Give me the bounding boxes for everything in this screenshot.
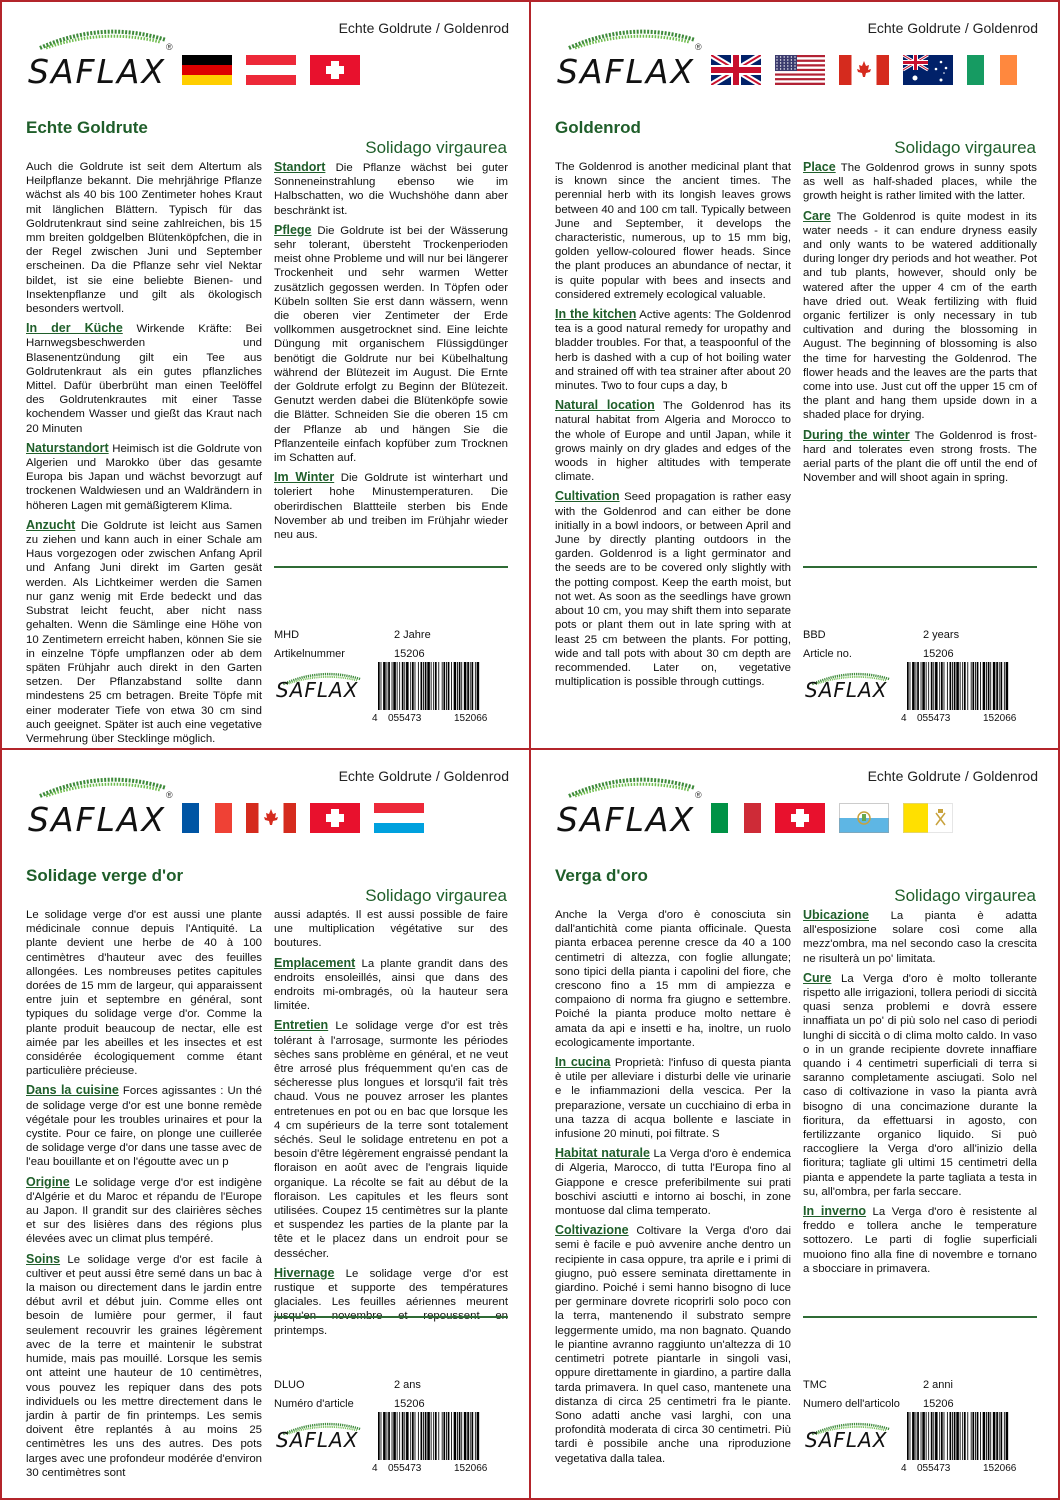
text-column-right xyxy=(274,160,508,547)
barcode-digit: 4 xyxy=(372,1463,378,1474)
info-row xyxy=(274,626,508,645)
info-value: 2 years xyxy=(923,629,960,641)
paragraph-text: Active agents: The Goldenrod tea is a good natural remedy for uropathy and bladder troubles. For that, a teaspoonful of the herb is dashed with a cup of hot boiling water and strained off with tea strainer after about 20 minutes. Two to four cups a day, b xyxy=(555,309,791,393)
latin-name: Solidago virgaurea xyxy=(894,138,1036,157)
info-label: Numero dell'articolo xyxy=(803,1398,900,1410)
section-heading: Natural location xyxy=(555,398,655,413)
barcode-digit: 4 xyxy=(372,713,378,724)
paragraph xyxy=(803,908,1037,966)
saflax-logo: ® SAFLAX xyxy=(553,22,713,92)
paragraph xyxy=(274,223,508,465)
product-info xyxy=(274,626,508,664)
paragraph-text: Seed propagation is rather easy with the Goldenrod and can either be done initially in a bowl indoors, or between April and June by directly planting outdoors in the garden. Goldenrod is a light germinator and the seeds are to be covered only slightly with the potting compost. Keep the earth moist, but not wet. As soon as the seedlings have grown about 10 cm, you may shift them into separate pots or plant them out in late spring with at least 25 cm between the plants. For potting, wide and tall pots with about 30 cm depth are recommended. Later on, vegetative multiplication is possible through cuttings. xyxy=(555,491,791,689)
divider-line xyxy=(803,566,1037,568)
paragraph xyxy=(274,908,508,951)
section-heading: Coltivazione xyxy=(555,1223,629,1238)
barcode-digit: 4 xyxy=(901,713,907,724)
paragraph-text: La Verga d'oro è endemica di Algeria, Marocco, di tutta l'Europa fino al Giappone e cresce preferibilmente sui prati boschivi asciutti e intorno ai boschi, in zone montuose dal clima temperato. xyxy=(555,1148,791,1218)
paragraph xyxy=(26,160,262,316)
section-heading: Place xyxy=(803,160,836,174)
paragraph xyxy=(26,1175,262,1247)
australia-flag xyxy=(903,55,953,85)
paragraph xyxy=(555,908,791,1050)
country-flags xyxy=(711,803,953,833)
paragraph xyxy=(803,971,1037,1199)
barcode-digits-left: 055473 xyxy=(388,1463,422,1474)
paragraph xyxy=(555,160,791,302)
text-column-left xyxy=(26,908,262,1485)
paragraph-text: The Goldenrod has its natural habitat from Algeria and Morocco to the whole of Europe and until Japan, while it grows mainly on dry glades and edges of the woods in higher altitudes with temperate climate. xyxy=(555,400,791,484)
paragraph xyxy=(26,1252,262,1480)
france-flag xyxy=(182,803,232,833)
paragraph xyxy=(555,489,791,689)
info-label: Artikelnummer xyxy=(274,648,345,660)
paragraph-text: La Verga d'oro è resistente al freddo e tollera anche le temperature sottozero. Le parti di foglie superficiali muoiono fino alla fine di novembre e tornano a sbocciare in primavera. xyxy=(803,1206,1037,1275)
panel-french xyxy=(0,748,531,1500)
country-flags xyxy=(182,55,360,85)
barcode-digits-right: 152066 xyxy=(454,1463,488,1474)
paragraph xyxy=(274,1266,508,1338)
vatican-flag xyxy=(903,803,953,833)
product-info xyxy=(274,1376,508,1414)
section-heading: Origine xyxy=(26,1174,70,1189)
product-name: Echte Goldrute / Goldenrod xyxy=(338,20,509,36)
info-value: 2 ans xyxy=(394,1379,421,1391)
barcode xyxy=(901,1412,1041,1474)
paragraph-text: Die Goldrute ist winterhart und toleriert hohe Minustemperaturen. Die oberirdischen Blattteile sterben bis Ende November ab und treiben im Frühjahr wieder neu aus. xyxy=(274,472,508,542)
barcode-digits-right: 152066 xyxy=(454,713,488,724)
paragraph-text: Die Pflanze wächst bei guter Sonneneinstrahlung ebenso wie im Halbschatten, wo die Wuchshöhe dann aber beschränkt ist. xyxy=(274,162,508,217)
paragraph-text: The Goldenrod is frost-hard and tolerates even strong frosts. The aerial parts of the plant die off until the end of November and will shoot again in spring. xyxy=(803,429,1037,485)
paragraph-text: aussi adaptés. Il est aussi possible de faire une multiplication végétative sur des boutures. xyxy=(274,909,508,950)
section-heading: In the kitchen xyxy=(555,307,637,322)
paragraph xyxy=(26,321,262,436)
product-info xyxy=(803,626,1037,664)
paragraph xyxy=(555,1055,791,1141)
common-name-title: Echte Goldrute xyxy=(26,118,148,137)
barcode xyxy=(372,1412,512,1474)
paragraph-text: The Goldenrod is quite modest in its water needs - it can endure dryness easily and only wants to be watered additionally during longer dry periods and hot weather. Pot and tub plants, however, should only be watered after the upper 4 cm of the earth have dried out. Weak fertilizing with fluid organic fertilizer is only necessary in tub cultivation and during the blossoming in August. The beginning of blossoming is also the time for harvesting the Goldenrod. The flower heads and the leaves are the parts that come into use. Just cut off the upper 15 cm of the plant and hang them upside down in a shaded place for drying. xyxy=(803,210,1037,422)
info-value: 15206 xyxy=(394,1398,425,1410)
country-flags xyxy=(182,803,424,833)
paragraph-text: Auch die Goldrute ist seit dem Altertum als Heilpflanze bekannt. Die mehrjährige Pflanze wächst als 40 bis 100 Zentimeter hohes Kraut mit länglichen Blättern. Typisch für das Goldrutenkraut sind seine zahlreichen, bis 15 mm breiten goldgelben Blütenköpfchen, die in der Regel zwischen Juni und September erscheinen. Da die Pflanze sehr viel Nektar bildet, ist sie eine beliebte Bienen- und Insektenpflanze und gilt als ökologisch besonders wertvoll. xyxy=(26,161,262,316)
section-heading: Pflege xyxy=(274,222,312,237)
country-flags xyxy=(711,55,1017,85)
info-row xyxy=(803,626,1037,645)
paragraph-text: Anche la Verga d'oro è conosciuta sin dall'antichità come pianta officinale. Questa pianta erbacea perenne cresce da 40 a 100 centimetri di altezza, con foglie allungate; sono tipici della pianta i capolini del fiore, che crescono fino a 15 mm di ampiezza e compaiono di norma fra giugno e settembre. Poiché la pianta produce molto nettare è amata da api e insetti e ha, inoltre, un ruolo ecologicamente importante. xyxy=(555,909,791,1049)
latin-name: Solidago virgaurea xyxy=(365,886,507,905)
common-name-title: Verga d'oro xyxy=(555,866,648,885)
paragraph-text: Proprietà: l'infuso di questa pianta è utile per alleviare i disturbi delle vie urinarie e le infiammazioni della vescica. Per la preparazione, versate un cucchiaino di erba in una tazza di acqua bollente e lasciate in infusione 20 minuti, poi filtrate. S xyxy=(555,1057,791,1141)
paragraph-text: Forces agissantes : Un thé de solidage verge d'or est une bonne remède végétale pour les troubles urinaires et pour la cystite. Pour ce faire, on plonge une cuillerée de solidage verge d'or dans une tasse avec de l'eau bouillante et on l'égoutte avec un p xyxy=(26,1085,262,1169)
paragraph xyxy=(555,1146,791,1218)
paragraph xyxy=(555,1223,791,1465)
switzerland-flag xyxy=(775,803,825,833)
paragraph-text: La Verga d'oro è molto tollerante rispetto alle irrigazioni, tollera periodi di siccità quasi senza problemi e dovrà essere innaffiata un po' di più solo nel caso di periodi lunghi di siccità o di clima molto caldo. In vaso o in un grande recipiente dovrete innaffiare quando i 4 centimetri superficiali di terra si saranno completamente asciugati. Solo nel caso di coltivazione in vaso la pianta avrà bisogno di una concimazione durante la fioritura, da effettuarsi in agosto, con fertilizzante organico liquido. Si può raccogliere la Verga d'oro all'inizio della fioritura; tagliate gli ultimi 15 centimetri della pianta e appendete la parte tagliata a testa in su, all'ombra, per farla seccare. xyxy=(803,972,1037,1198)
section-heading: Im Winter xyxy=(274,470,335,485)
latin-name: Solidago virgaurea xyxy=(894,886,1036,905)
paragraph-text: La plante grandit dans des endroits ensoleillés, ainsi que dans des endroits mi-ombragés, où la hauteur sera limitée. xyxy=(274,957,508,1013)
austria-flag xyxy=(246,55,296,85)
section-heading: Ubicazione xyxy=(803,908,869,922)
common-name-title: Solidage verge d'or xyxy=(26,866,184,885)
saflax-logo-small: SAFLAX xyxy=(274,666,369,708)
paragraph-text: Le solidage verge d'or est indigène d'Algérie et du Maroc et répandu de l'Europe au Japon. Il grandit sur des clairières sèches et sur des lisières dans des régions plus élevées avec un climat plus tempéré. xyxy=(26,1176,262,1246)
section-heading: Dans la cuisine xyxy=(26,1083,119,1098)
san-marino-flag xyxy=(839,803,889,833)
barcode-digits-left: 055473 xyxy=(917,1463,951,1474)
paragraph-text: The Goldenrod grows in sunny spots as well as half-shaded places, while the growth height is rather limited with the latter. xyxy=(803,162,1037,203)
text-column-right xyxy=(274,908,508,1343)
barcode-digit: 4 xyxy=(901,1463,907,1474)
paragraph xyxy=(803,160,1037,204)
saflax-logo: ® SAFLAX xyxy=(24,770,184,840)
divider-line xyxy=(274,566,508,568)
paragraph-text: Die Goldrute ist leicht aus Samen zu ziehen und kann auch in einer Schale am Haus vorgezogen oder zwischen Anfang April und Anfang Juni direkt im Garten gesät werden. Als Lichtkeimer werden die Samen nur ganz wenig mit Erde bedeckt und das Substrat leicht feucht, aber nicht nass gehalten. Wenn die Sämlinge eine Höhe von 10 Zentimetern erreicht haben, können Sie sie in einzelne Töpfe umpflanzen oder ab dem späten Frühjahr auch direkt in den Garten setzen. Der Pflanzabstand sollte dann mindestens 25 cm betragen. Breite Töpfe mit einer moderater Tiefe von etwa 30 cm sind auch geeignet. Später ist auch eine vegetative Vermehrung über Stecklinge möglich. xyxy=(26,519,262,745)
panel-german xyxy=(0,0,531,750)
canada-flag xyxy=(246,803,296,833)
text-column-right xyxy=(803,908,1037,1281)
section-heading: In cucina xyxy=(555,1055,611,1070)
paragraph xyxy=(26,441,262,513)
barcode-digits-left: 055473 xyxy=(917,713,951,724)
paragraph-text: The Goldenrod is another medicinal plant that is known since the ancient times. The perennial herb with its longish leaves grows between 40 and 100 cm tall. Typically between June and September, it develops the characteristic, numerous, up to 15 mm big, golden yellow-coloured flower heads. Since the plant produces an abundance of nectar, it is quite popular with bees and insects and considered extremely ecological valuable. xyxy=(555,161,791,301)
paragraph xyxy=(274,1018,508,1260)
latin-name: Solidago virgaurea xyxy=(365,138,507,157)
section-heading: Care xyxy=(803,208,831,223)
paragraph-text: Coltivare la Verga d'oro dai semi è facile e può avvenire anche dentro un recipiente in casa oppure, tra aprile e i primi di giugno, può essere seminata direttamente in giardino. Poiché i semi hanno bisogno di luce per germinare dovrete ricoprirli solo poco con la terra, mantenendo il substrato sempre leggermente umido, ma non bagnato. Quando le piantine avranno raggiunto un'altezza di 10 centimetri potrete piantarle in singoli vasi, oppure direttamente in giardino, a partire dalla tarda primavera. In quel caso, mantenete una distanza di circa 25 centimetri fra le piante. Sono adatti anche vasi larghi, con una profondità moderata di circa 30 centimetri. Più tardi è possibile anche una riproduzione vegetativa dalla talea. xyxy=(555,1225,791,1465)
paragraph xyxy=(274,160,508,218)
info-label: BBD xyxy=(803,629,826,641)
paragraph xyxy=(803,209,1037,423)
saflax-logo-small: SAFLAX xyxy=(803,666,898,708)
info-value: 15206 xyxy=(394,648,425,660)
barcode-digits-right: 152066 xyxy=(983,713,1017,724)
section-heading: Habitat naturale xyxy=(555,1146,650,1161)
luxembourg-flag xyxy=(374,803,424,833)
section-heading: Standort xyxy=(274,160,326,174)
italy-flag xyxy=(711,803,761,833)
divider-line xyxy=(274,1316,508,1318)
paragraph-text: Le solidage verge d'or est rustique et supporte des températures glaciales. Les feuilles aériennes meurent printemps. xyxy=(274,1267,508,1337)
saflax-logo-small: SAFLAX xyxy=(274,1416,369,1458)
section-heading: Emplacement xyxy=(274,955,356,970)
section-heading: In der Küche xyxy=(26,321,123,336)
info-value: 2 Jahre xyxy=(394,629,431,641)
usa-flag xyxy=(775,55,825,85)
saflax-logo: ® SAFLAX xyxy=(24,22,184,92)
product-name: Echte Goldrute / Goldenrod xyxy=(338,768,509,784)
text-column-right xyxy=(803,160,1037,490)
canada-flag xyxy=(839,55,889,85)
paragraph xyxy=(803,428,1037,486)
info-label: Numéro d'article xyxy=(274,1398,354,1410)
paragraph-text: Wirkende Kräfte: Bei Harnwegsbeschwerden und Blasenentzündung gilt ein Tee aus Goldrutenkraut als ein gutes pflanzliches Mittel. Dafür überbrüht man einen Teelöffel des Goldrutenkrautes mit einer Tasse kochendem Wasser und gießt das Kraut nach 20 Minuten xyxy=(26,323,262,435)
paragraph-text: Le solidage verge d'or est très tolérant à l'arrosage, surmonte les périodes sèches sans problème en général, et ne veut être arrosé plus fréquemment qu'en cas de sécheresse plus longues et lorsqu'il fait très chaud. Vous ne pouvez arroser les plantes entretenues en pot ou en bac que lorsque les 4 cm supérieurs de la terre sont totalement séchés. Seul le solidage entretenu en pot a besoin d'être légèrement engraissé pendant la floraison en août avec de l'engrais liquide organique. La récolte se fait au début de la floraison. Les capitules et les fleurs sont utilisées. Coupez 15 centimètres sur la plante et suspendez les parties de la plante par la tête et le placez dans un endroit pour se dessécher. xyxy=(274,1020,508,1260)
paragraph xyxy=(26,518,262,746)
barcode-digits-left: 055473 xyxy=(388,713,422,724)
germany-flag xyxy=(182,55,232,85)
info-value: 15206 xyxy=(923,1398,954,1410)
product-name: Echte Goldrute / Goldenrod xyxy=(867,20,1038,36)
switzerland-flag xyxy=(310,55,360,85)
paragraph xyxy=(274,956,508,1014)
paragraph xyxy=(803,1204,1037,1276)
section-heading: Soins xyxy=(26,1251,61,1266)
paragraph xyxy=(26,1083,262,1169)
info-row xyxy=(274,1376,508,1395)
section-heading: Anzucht xyxy=(26,517,76,532)
info-label: Article no. xyxy=(803,648,852,660)
paragraph xyxy=(555,307,791,393)
uk-flag xyxy=(711,55,761,85)
switzerland-flag xyxy=(310,803,360,833)
info-value: 2 anni xyxy=(923,1379,953,1391)
barcode-digits-right: 152066 xyxy=(983,1463,1017,1474)
barcode xyxy=(901,662,1041,724)
text-column-left xyxy=(555,908,791,1471)
common-name-title: Goldenrod xyxy=(555,118,641,137)
ireland-flag xyxy=(967,55,1017,85)
text-column-left xyxy=(555,160,791,694)
divider-line xyxy=(803,1316,1037,1318)
section-heading: Naturstandort xyxy=(26,440,109,455)
section-heading: Entretien xyxy=(274,1018,329,1033)
paragraph xyxy=(555,398,791,484)
product-name: Echte Goldrute / Goldenrod xyxy=(867,768,1038,784)
section-heading: In inverno xyxy=(803,1204,867,1219)
section-heading: During the winter xyxy=(803,427,910,442)
product-info xyxy=(803,1376,1037,1414)
paragraph-text: Heimisch ist die Goldrute von Algerien und Marokko über das gesamte Europa bis Japan und wächst bevorzugt auf trockenen Waldwiesen und an Waldrändern in höheren Lagen mit gemäßigterem Klima. xyxy=(26,442,262,512)
info-value: 15206 xyxy=(923,648,954,660)
paragraph xyxy=(26,908,262,1078)
saflax-logo: ® SAFLAX xyxy=(553,770,713,840)
paragraph xyxy=(274,470,508,542)
paragraph-text: La pianta è adatta all'esposizione solare così come alla mezz'ombra, ma nel secondo caso la crescita ne risulterà un po' limitata. xyxy=(803,910,1037,965)
info-label: DLUO xyxy=(274,1379,305,1391)
section-heading: Hivernage xyxy=(274,1265,335,1280)
saflax-logo-small: SAFLAX xyxy=(803,1416,898,1458)
paragraph-text: Die Goldrute ist bei der Wässerung sehr tolerant, übersteht Trockenperioden meist ohne Probleme und will nur bei längerer Trockenheit und sehr warmen Wetter zusätzlich gegossen werden. In Töpfen oder Kübeln sollten Sie erst dann wässern, wenn die oberen vier Zentimeter der Erde vollkommen ausgetrocknet sind. Eine leichte Düngung mit organischem Flüssigdünger benötigt die Goldrute nur bei Kübelhaltung während der Blütezeit im August. Die Ernte der Goldrute erfolgt zu Beginn der Blütezeit. Genutzt werden dabei die Blütenköpfe sowie die Blätter. Schneiden Sie die oberen 15 cm der Pflanze ab und hängen Sie die Pflanzenteile einfach kopfüber zum Trocknen im Schatten auf. xyxy=(274,224,508,465)
panel-english xyxy=(529,0,1060,750)
info-label: MHD xyxy=(274,629,300,641)
text-column-left xyxy=(26,160,262,750)
panel-italian xyxy=(529,748,1060,1500)
paragraph-text: Le solidage verge d'or est facile à cultiver et peut aussi être semé dans un bac à la maison ou directement dans le jardin entre début avril et début juin. Comme elles ont besoin de lumière pour germer, il faut seulement recouvrir les graines légèrement avec de la terre et maintenir le substrat humide, mais pas mouillé. Lorsque les semis ont atteint une hauteur de 10 centimètres, vous pouvez les repiquer dans des pots individuels ou les mettre directement dans le jardin à partir de fin printemps. Les semis doivent être replantés à au moins 25 centimètres les uns des autres. Des pots larges avec une profondeur modérée d'environ 30 centimètres sont xyxy=(26,1253,262,1479)
section-heading: Cure xyxy=(803,970,832,985)
info-row xyxy=(803,1376,1037,1395)
section-heading: Cultivation xyxy=(555,489,620,504)
info-label: TMC xyxy=(803,1379,827,1391)
paragraph-text: Le solidage verge d'or est aussi une plante médicinale connue depuis l'Antiquité. La plante devient une herbe de 40 à 100 centimètres d'hauteur avec des feuilles allongées. Les nombreuses petites capitules dorées de 15 mm de largeur, qui apparaissent entre juin et septembre en général, sont typiques du solidage verge d'or. Comme la plante produit beaucoup de nectar, elle est aimée par les abeilles et les insectes et est considérée écologiquement comme étant particulière précieuse. xyxy=(26,909,262,1078)
barcode xyxy=(372,662,512,724)
